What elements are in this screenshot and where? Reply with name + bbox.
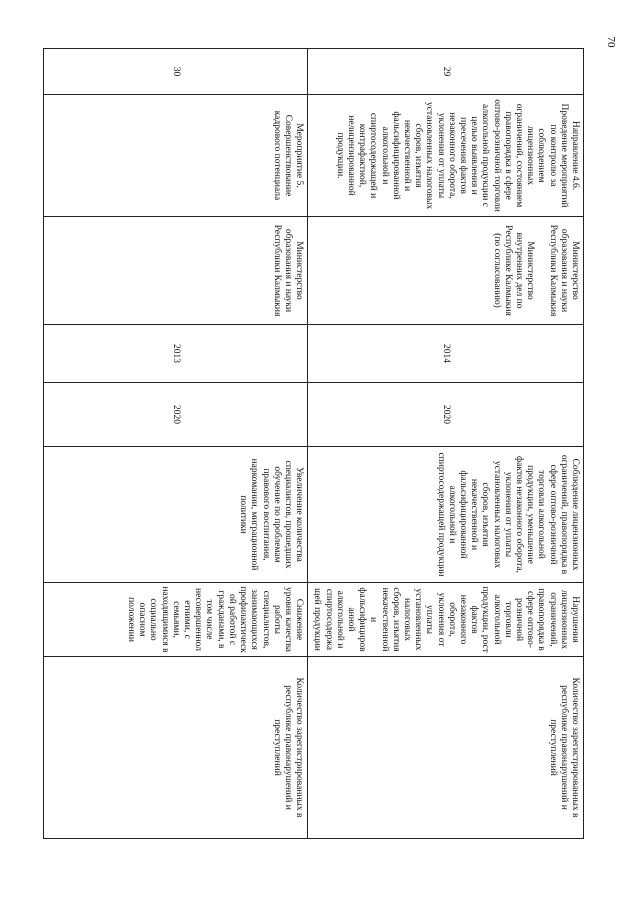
- consequences-cell: Нарушения лицензионных ограничений, правопорядка в сфере оптово-розничной торговли алкогольной продукции, рост фактов незаконного оборота, уклонения от уплаты установленных налоговых сборов, изъятия некачественной и фальсифицированной алкогольной и спиртосодержащей продукции: [308, 583, 584, 657]
- measure-cell: Направление 4.6. Проведение мероприятий по контролю за соблюдением лицензионных ограничений, состоянием правопорядка в сфере оптово-розничной торговли алкогольной продукции с целью выявления и пресечения фактов незаконного оборота, уклонения от уплаты установленных налоговых сборов, изъятия некачественной и фальсифицированной алкогольной и спиртосодержащей и контрафактной, нелицензированной продукции.: [308, 95, 584, 217]
- row-number: 29: [308, 49, 584, 95]
- end-year-cell: 2020: [308, 383, 584, 447]
- end-year-cell: 2020: [44, 383, 308, 447]
- start-year-cell: 2013: [44, 325, 308, 383]
- measures-table: [43, 48, 584, 839]
- rotated-table-container: [52, 48, 584, 838]
- page-number: 70: [605, 36, 617, 48]
- table-row: [308, 49, 584, 839]
- row-number: 30: [44, 49, 308, 95]
- indicator-cell: Количество зарегистрированных в республике правонарушений и преступлений: [308, 657, 584, 839]
- executor-cell: Министерство образования и науки Республики Калмыкия Министерство внутренних дел по Республике Калмыкия (по согласованию): [308, 217, 584, 325]
- start-year-cell: 2014: [308, 325, 584, 383]
- executor-cell: Министерство образования и науки Республики Калмыкия: [44, 217, 308, 325]
- result-cell: Соблюдение лицензионных ограничений, правопорядка в сфере оптово-розничной торговли алкогольной продукции, уменьшение фактов незаконного оборота, уклонения от уплаты установленных налоговых сборов, изъятия некачественной и фальсифицированной алкогольной и спиртосодержащей продукции: [308, 447, 584, 583]
- consequences-cell: Снижение уровня качества работы специалистов, занимающихся профилактической работой с гражданами, в том числе несовершеннолетними, с семьями, находящимися в социально опасном положении: [44, 583, 308, 657]
- table-row: [44, 49, 308, 839]
- measure-cell: Мероприятие 5. Совершенствование кадрового потенциала: [44, 95, 308, 217]
- indicator-cell: Количество зарегистрированных в республике правонарушений и преступлений: [44, 657, 308, 839]
- result-cell: Увеличение количества специалистов, прошедших обучение по проблемам правового воспитания, наркомании, миграционной политики: [44, 447, 308, 583]
